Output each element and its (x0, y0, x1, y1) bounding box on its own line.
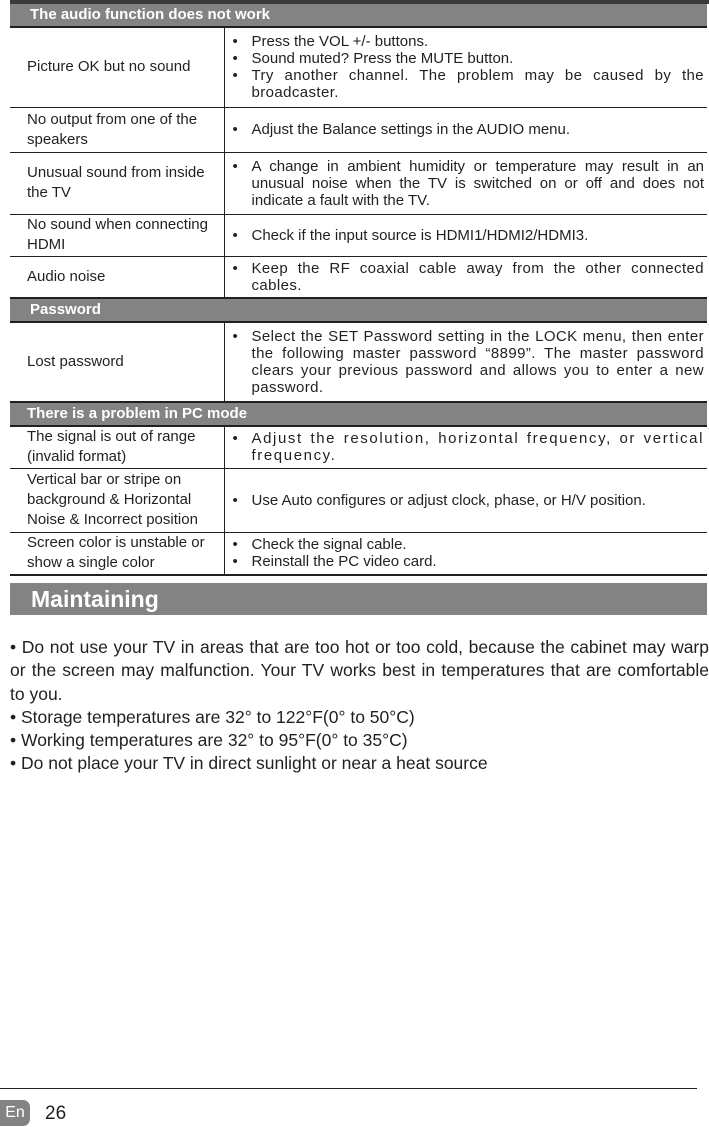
solution-item: • Adjust the resolution, horizontal frequency, or vertical frequency. (233, 430, 705, 464)
table-row (10, 322, 707, 402)
section-header-pc-mode (10, 402, 707, 426)
solution-cell (224, 27, 707, 107)
troubleshooting-table (10, 4, 707, 576)
solution-cell (224, 426, 707, 468)
solution-item: • A change in ambient humidity or temperature may result in an unusual noise when the TV is switched on or off and does not indicate a fault with the TV. (233, 158, 705, 209)
page-number: 26 (45, 1103, 67, 1124)
maintaining-paragraph: • Working temperatures are 32° to 95°F(0° to 35°C) (10, 730, 408, 751)
table-row (10, 214, 707, 256)
problem-cell: Vertical bar or stripe on background & Horizontal Noise & Incorrect position (10, 468, 224, 532)
problem-cell: Unusual sound from inside the TV (10, 152, 224, 214)
table-row (10, 107, 707, 152)
problem-cell: Audio noise (10, 256, 224, 298)
problem-cell: Screen color is unstable or show a single color (10, 532, 224, 575)
table-row (10, 532, 707, 575)
solution-item: • Press the VOL +/- buttons. (233, 33, 705, 50)
solution-item: • Adjust the Balance settings in the AUDIO menu. (233, 121, 705, 138)
solution-cell (224, 107, 707, 152)
solution-item: • Keep the RF coaxial cable away from the other connected cables. (233, 260, 705, 294)
solution-cell (224, 152, 707, 214)
section-title: There is a problem in PC mode (10, 402, 707, 426)
problem-cell: No sound when connecting HDMI (10, 214, 224, 256)
language-badge: En (0, 1100, 30, 1126)
section-title: Password (10, 298, 707, 322)
footer-rule (0, 1088, 697, 1089)
maintaining-paragraph: • Do not use your TV in areas that are too hot or too cold, because the cabinet may warp or the screen may malfunction. Your TV works best in temperatures that are comfortable to you. (10, 637, 709, 704)
section-header-audio (10, 4, 707, 27)
maintaining-paragraph: • Do not place your TV in direct sunlight or near a heat source (10, 753, 488, 774)
maintaining-heading: Maintaining (10, 583, 707, 615)
table-row (10, 152, 707, 214)
solution-cell (224, 468, 707, 532)
maintaining-paragraph: • Storage temperatures are 32° to 122°F(0° to 50°C) (10, 706, 415, 727)
problem-cell: Lost password (10, 322, 224, 402)
solution-item: • Try another channel. The problem may be caused by the broadcaster. (233, 67, 705, 101)
table-row (10, 27, 707, 107)
maintaining-body (10, 636, 709, 776)
solution-cell (224, 532, 707, 575)
table-row (10, 256, 707, 298)
section-title: The audio function does not work (10, 4, 707, 27)
problem-cell: The signal is out of range (invalid format) (10, 426, 224, 468)
section-header-password (10, 298, 707, 322)
solution-item: • Select the SET Password setting in the LOCK menu, then enter the following master password “8899”. The master password clears your previous password and allows you to enter a new password. (233, 328, 705, 396)
solution-item: • Check if the input source is HDMI1/HDMI2/HDMI3. (233, 227, 705, 244)
problem-cell: No output from one of the speakers (10, 107, 224, 152)
solution-item: • Check the signal cable. (233, 536, 705, 553)
solution-item: • Sound muted? Press the MUTE button. (233, 50, 705, 67)
solution-cell (224, 214, 707, 256)
solution-item: • Use Auto configures or adjust clock, phase, or H/V position. (233, 492, 705, 509)
solution-cell (224, 322, 707, 402)
table-row (10, 426, 707, 468)
solution-cell (224, 256, 707, 298)
problem-cell: Picture OK but no sound (10, 27, 224, 107)
table-row (10, 468, 707, 532)
solution-item: • Reinstall the PC video card. (233, 553, 705, 570)
